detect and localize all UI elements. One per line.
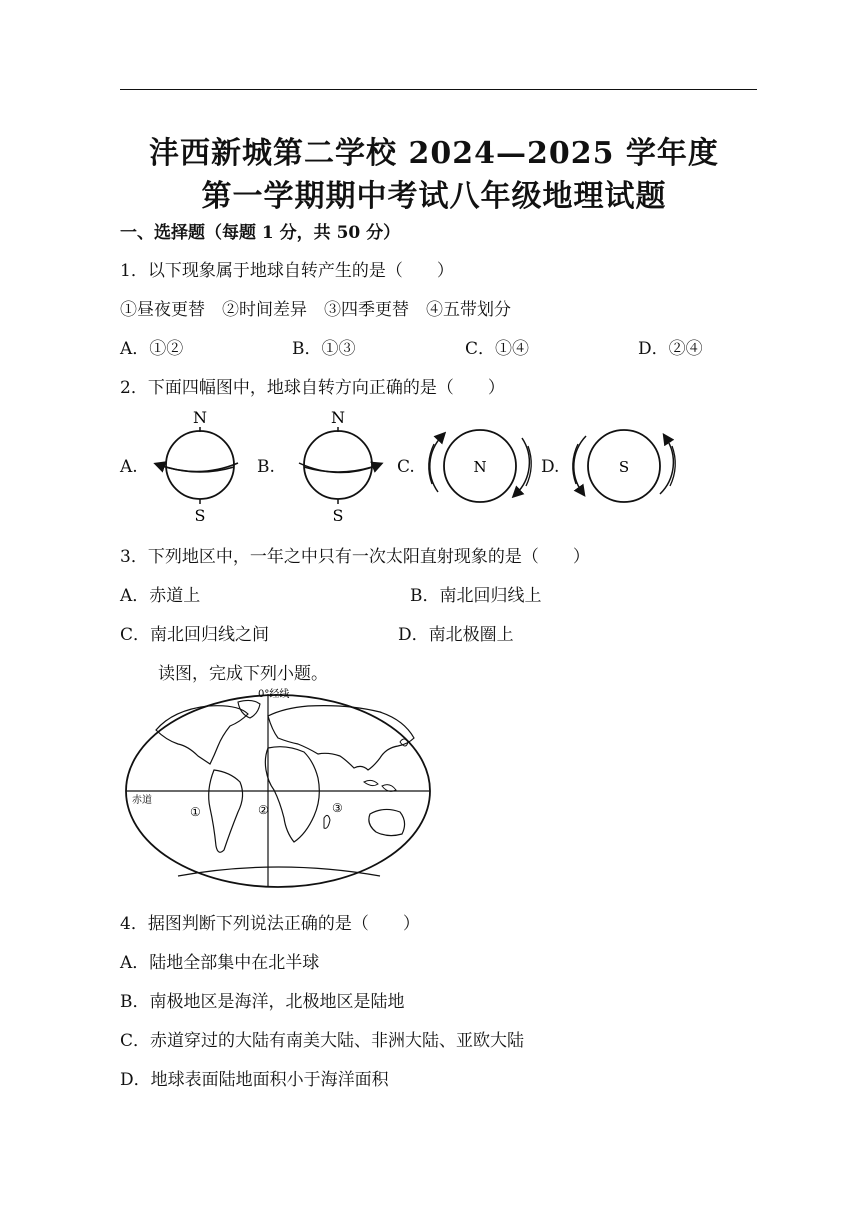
question-3-option-d[interactable]: D．南北极圈上 <box>398 625 514 645</box>
question-3-stem: 3．下列地区中，一年之中只有一次太阳直射现象的是（ ） <box>120 547 590 567</box>
question-3-option-a[interactable]: A．赤道上 <box>120 586 201 606</box>
question-4-option-c[interactable]: C．赤道穿过的大陆有南美大陆、非洲大陆、亚欧大陆 <box>120 1031 525 1051</box>
globe-d-diagram <box>568 418 680 514</box>
equator-label: 赤道 <box>132 795 152 806</box>
north-america-outline <box>156 706 248 764</box>
section-heading: 一、选择题（每题 1 分，共 50 分） <box>120 223 401 243</box>
world-map <box>118 686 438 892</box>
ocean-label-2: ② <box>258 803 269 817</box>
south-america-outline <box>209 770 243 852</box>
reading-prompt: 读图，完成下列小题。 <box>158 664 328 684</box>
globe-b-south-label: S <box>332 506 344 525</box>
africa-outline <box>265 747 319 842</box>
question-4-option-d[interactable]: D．地球表面陆地面积小于海洋面积 <box>120 1070 389 1090</box>
question-4-stem: 4．据图判断下列说法正确的是（ ） <box>120 914 420 934</box>
globe-d-south-label: S <box>618 458 630 476</box>
globe-c-diagram <box>424 418 536 514</box>
globe-c-north-label: N <box>473 458 487 476</box>
question-1-option-d[interactable]: D．②④ <box>638 339 703 359</box>
question-1-option-a[interactable]: A．①② <box>120 339 184 359</box>
question-3-option-c[interactable]: C．南北回归线之间 <box>120 625 270 645</box>
globe-a-diagram <box>145 405 255 525</box>
exam-title-line1: 沣西新城第二学校 2024—2025 学年度 <box>149 136 719 171</box>
question-2-label-b[interactable]: B. <box>257 457 275 477</box>
header-rule <box>120 89 757 90</box>
question-2-label-d[interactable]: D. <box>541 457 560 477</box>
exam-title-line2: 第一学期期中考试八年级地理试题 <box>201 179 667 214</box>
question-1-option-c[interactable]: C．①④ <box>465 339 530 359</box>
globe-a-south-label: S <box>194 506 206 525</box>
question-1-option-b[interactable]: B．①③ <box>292 339 356 359</box>
ocean-label-1: ① <box>190 805 201 819</box>
australia-outline <box>369 809 405 835</box>
question-2-label-a[interactable]: A. <box>120 457 138 477</box>
globe-b-north-label: N <box>331 408 345 427</box>
globe-a-north-label: N <box>193 408 207 427</box>
question-4-option-b[interactable]: B．南极地区是海洋，北极地区是陆地 <box>120 992 405 1012</box>
question-2-stem: 2．下面四幅图中，地球自转方向正确的是（ ） <box>120 378 505 398</box>
question-1-items: ①昼夜更替 ②时间差异 ③四季更替 ④五带划分 <box>120 300 511 320</box>
ocean-label-3: ③ <box>332 801 343 815</box>
question-4-option-a[interactable]: A．陆地全部集中在北半球 <box>120 953 320 973</box>
prime-meridian-label: 0°经线 <box>258 689 290 700</box>
eurasia-outline <box>268 706 414 770</box>
question-2-label-c[interactable]: C. <box>397 457 415 477</box>
globe-b-diagram <box>283 405 393 525</box>
question-3-option-b[interactable]: B．南北回归线上 <box>410 586 542 606</box>
question-1-stem: 1．以下现象属于地球自转产生的是（ ） <box>120 261 454 281</box>
antarctica-outline <box>178 867 380 876</box>
